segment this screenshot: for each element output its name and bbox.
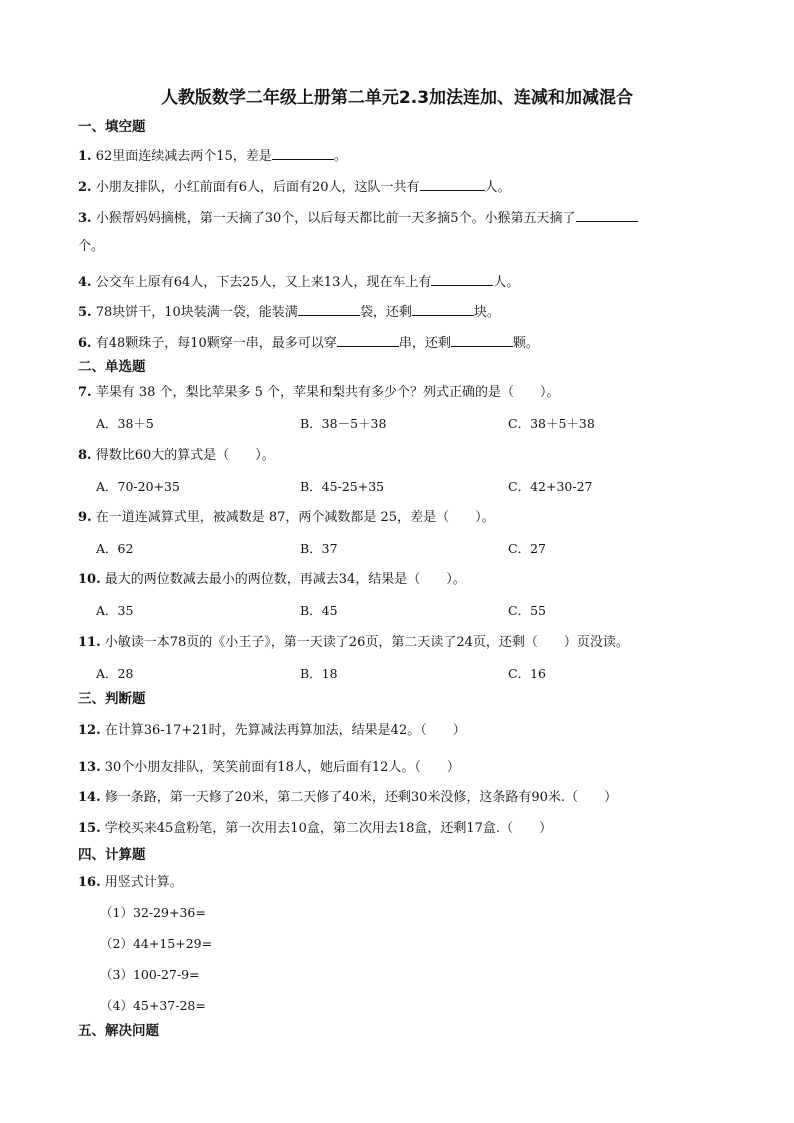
option-a[interactable]: A．38＋5 [96, 416, 154, 431]
question-13 [78, 761, 460, 774]
question-4 [78, 273, 519, 289]
question-3 [78, 209, 638, 225]
option-a[interactable]: A．70-20+35 [96, 479, 180, 494]
question-text: 学校买来45盒粉笔，第一次用去10盒，第二次用去18盒，还剩17盒.（ ） [104, 821, 553, 836]
question-text: 78块饼干，10块装满一袋，能装满 [95, 305, 298, 320]
answer-blank[interactable] [298, 303, 360, 316]
option-c[interactable]: C．27 [508, 541, 546, 556]
answer-blank[interactable] [431, 273, 493, 286]
question-15 [78, 822, 552, 835]
question-11 [78, 636, 629, 649]
question-9 [78, 511, 495, 524]
question-text: 小猴帮妈妈摘桃，第一天摘了30个，以后每天都比前一天多摘5个。小猴第五天摘了 [95, 211, 576, 226]
option-b[interactable]: B．38－5＋38 [300, 416, 387, 431]
answer-blank[interactable] [272, 147, 334, 160]
question-text: 人。 [484, 180, 511, 195]
option-c[interactable]: C．38＋5＋38 [508, 416, 595, 431]
question-number: 15. [78, 821, 101, 836]
question-text: 得数比60大的算式是（ ）。 [95, 448, 275, 463]
question-text: 最大的两位数减去最小的两位数，再减去34，结果是（ ）。 [104, 572, 466, 587]
question-number: 4. [78, 275, 92, 290]
question-number: 13. [78, 760, 101, 775]
section-heading-word-problems: 五、解决问题 [78, 1023, 159, 1039]
section-heading-judge: 三、判断题 [78, 691, 146, 707]
option-a[interactable]: A．62 [96, 541, 134, 556]
calc-item-4: （4）45+37-28= [100, 998, 206, 1013]
question-number: 16. [78, 875, 101, 890]
question-text: 苹果有 38 个，梨比苹果多 5 个，苹果和梨共有多少个？列式正确的是（ ）。 [95, 385, 560, 400]
question-text: 。 [333, 149, 347, 164]
question-text: 有48颗珠子，每10颗穿一串，最多可以穿 [95, 336, 337, 351]
question-number: 7. [78, 385, 92, 400]
calc-item-2: （2）44+15+29= [100, 936, 213, 951]
question-10 [78, 573, 466, 586]
option-b[interactable]: B．45-25+35 [300, 479, 385, 494]
question-5 [78, 303, 500, 319]
question-number: 14. [78, 790, 101, 805]
option-a[interactable]: A．35 [96, 603, 134, 618]
page-title: 人教版数学二年级上册第二单元2.3加法连加、连减和加减混合 [160, 88, 634, 108]
section-heading-calc: 四、计算题 [78, 847, 146, 863]
question-number: 3. [78, 211, 92, 226]
option-a[interactable]: A．28 [96, 666, 134, 681]
question-text: 颗。 [512, 336, 539, 351]
question-text: 用竖式计算。 [104, 875, 183, 890]
option-b[interactable]: B．45 [300, 603, 338, 618]
question-text: 串，还剩 [398, 336, 451, 351]
question-text: 小朋友排队，小红前面有6人，后面有20人，这队一共有 [95, 180, 420, 195]
question-1 [78, 147, 347, 163]
question-number: 5. [78, 305, 92, 320]
answer-blank[interactable] [412, 303, 474, 316]
section-heading-fill: 一、填空题 [78, 119, 146, 135]
question-12 [78, 724, 466, 737]
question-text: 在一道连减算式里，被减数是 87，两个减数都是 25，差是（ ）。 [95, 510, 495, 525]
question-number: 1. [78, 149, 92, 164]
question-text: 人。 [493, 275, 520, 290]
question-number: 6. [78, 336, 92, 351]
question-text: 小敏读一本78页的《小王子》，第一天读了26页，第二天读了24页，还剩（ ）页没读。 [104, 635, 629, 650]
question-text: 公交车上原有64人，下去25人，又上来13人，现在车上有 [95, 275, 432, 290]
option-b[interactable]: B．37 [300, 541, 338, 556]
question-6 [78, 334, 539, 350]
question-number: 2. [78, 180, 92, 195]
question-16 [78, 876, 183, 889]
option-b[interactable]: B．18 [300, 666, 338, 681]
question-2 [78, 178, 511, 194]
calc-item-1: （1）32-29+36= [100, 905, 206, 920]
question-number: 9. [78, 510, 92, 525]
option-c[interactable]: C．55 [508, 603, 546, 618]
option-c[interactable]: C．16 [508, 666, 546, 681]
question-text: 30个小朋友排队，笑笑前面有18人，她后面有12人。（ ） [104, 760, 460, 775]
question-text: 块。 [473, 305, 500, 320]
answer-blank[interactable] [337, 334, 399, 347]
question-number: 8. [78, 448, 92, 463]
question-14 [78, 791, 617, 804]
option-c[interactable]: C．42+30-27 [508, 479, 593, 494]
answer-blank[interactable] [451, 334, 513, 347]
answer-blank[interactable] [420, 178, 485, 191]
question-number: 12. [78, 723, 101, 738]
question-7 [78, 386, 560, 399]
question-text: 62里面连续减去两个15，差是 [95, 149, 272, 164]
section-heading-choice: 二、单选题 [78, 359, 146, 375]
question-8 [78, 449, 275, 462]
calc-item-3: （3）100-27-9= [100, 967, 200, 982]
question-number: 10. [78, 572, 101, 587]
answer-blank[interactable] [576, 209, 638, 222]
question-text: 袋，还剩 [359, 305, 412, 320]
question-3-continued: 个。 [78, 239, 105, 254]
question-number: 11. [78, 635, 101, 650]
question-text: 修一条路，第一天修了20米，第二天修了40米，还剩30米没修，这条路有90米.（ ） [104, 790, 618, 805]
question-text: 在计算36-17+21时，先算减法再算加法，结果是42。（ ） [104, 723, 466, 738]
